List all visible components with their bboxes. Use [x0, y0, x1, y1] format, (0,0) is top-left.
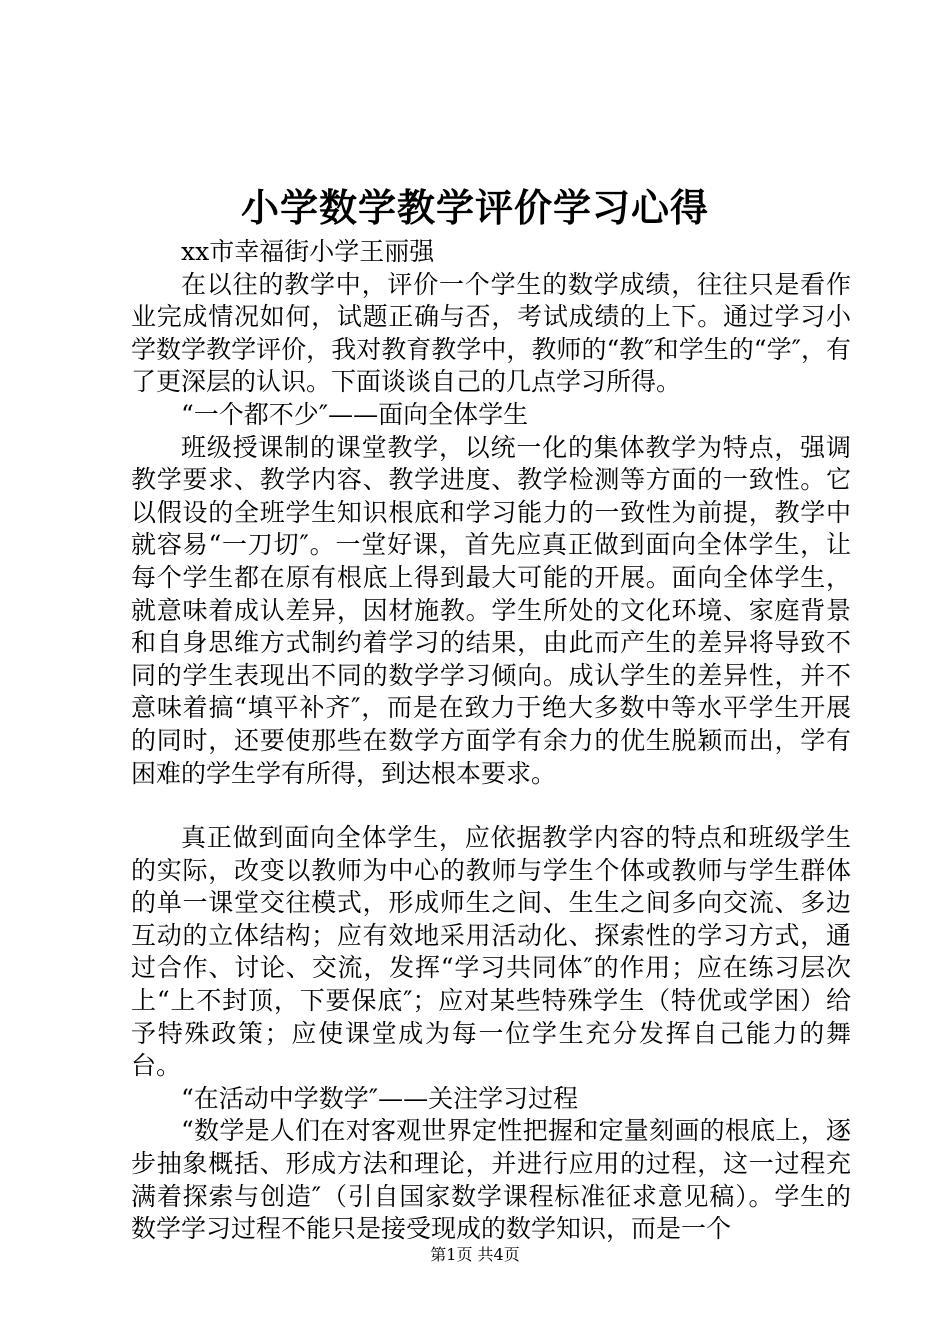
page-number-footer: 第1页 共4页	[430, 1245, 520, 1264]
paragraph-class-teaching: 班级授课制的课堂教学，以统一化的集体教学为特点，强调教学要求、教学内容、教学进度、教学检测等方面的一致性。它以假设的全班学生知识根底和学习能力的一致性为前提，教学中就容易“一刀切″。一堂好课，首先应真正做到面向全体学生，让每个学生都在原有根底上得到最大可能的开展。面向全体学生，就意味着成认差异，因材施教。学生所处的文化环境、家庭背景和自身思维方式制约着学习的结果，由此而产生的差异将导致不同的学生表现出不同的数学学习倾向。成认学生的差异性，并不意味着搞“填平补齐″，而是在致力于绝大多数中等水平学生开展的同时，还要使那些在数学方面学有余力的优生脱颖而出，学有困难的学生学有所得，到达根本要求。	[131, 432, 851, 788]
document-body	[131, 236, 851, 1246]
section-heading-learning-process: “在活动中学数学″——关注学习过程	[181, 1083, 579, 1113]
paragraph-math-definition: “数学是人们在对客观世界定性把握和定量刻画的根底上，逐步抽象概括、形成方法和理论，并进行应用的过程，这一过程充满着探索与创造″（引自国家数学课程标准征求意见稿）。学生的数学学习过程不能只是接受现成的数学知识，而是一个	[131, 1116, 851, 1244]
paragraph-face-all-students: 真正做到面向全体学生，应依据教学内容的特点和班级学生的实际，改变以教师为中心的教师与学生个体或教师与学生群体的单一课堂交往模式，形成师生之间、生生之间多向交流、多边互动的立体结构；应有效地采用活动化、探索性的学习方式，通过合作、讨论、交流，发挥“学习共同体″的作用；应在练习层次上“上不封顶，下要保底″；应对某些特殊学生（特优或学困）给予特殊政策；应使课堂成为每一位学生充分发挥自己能力的舞台。	[131, 823, 851, 1081]
paragraph-intro: 在以往的教学中，评价一个学生的数学成绩，往往只是看作业完成情况如何，试题正确与否，考试成绩的上下。通过学习小学数学教学评价，我对教育教学中，教师的“教″和学生的“学″，有了更深层的认识。下面谈谈自己的几点学习所得。	[131, 269, 851, 397]
section-heading-all-students: “一个都不少″——面向全体学生	[181, 399, 529, 429]
document-title: 小学数学教学评价学习心得	[240, 185, 709, 230]
author-line: xx市幸福街小学王丽强	[181, 237, 435, 266]
